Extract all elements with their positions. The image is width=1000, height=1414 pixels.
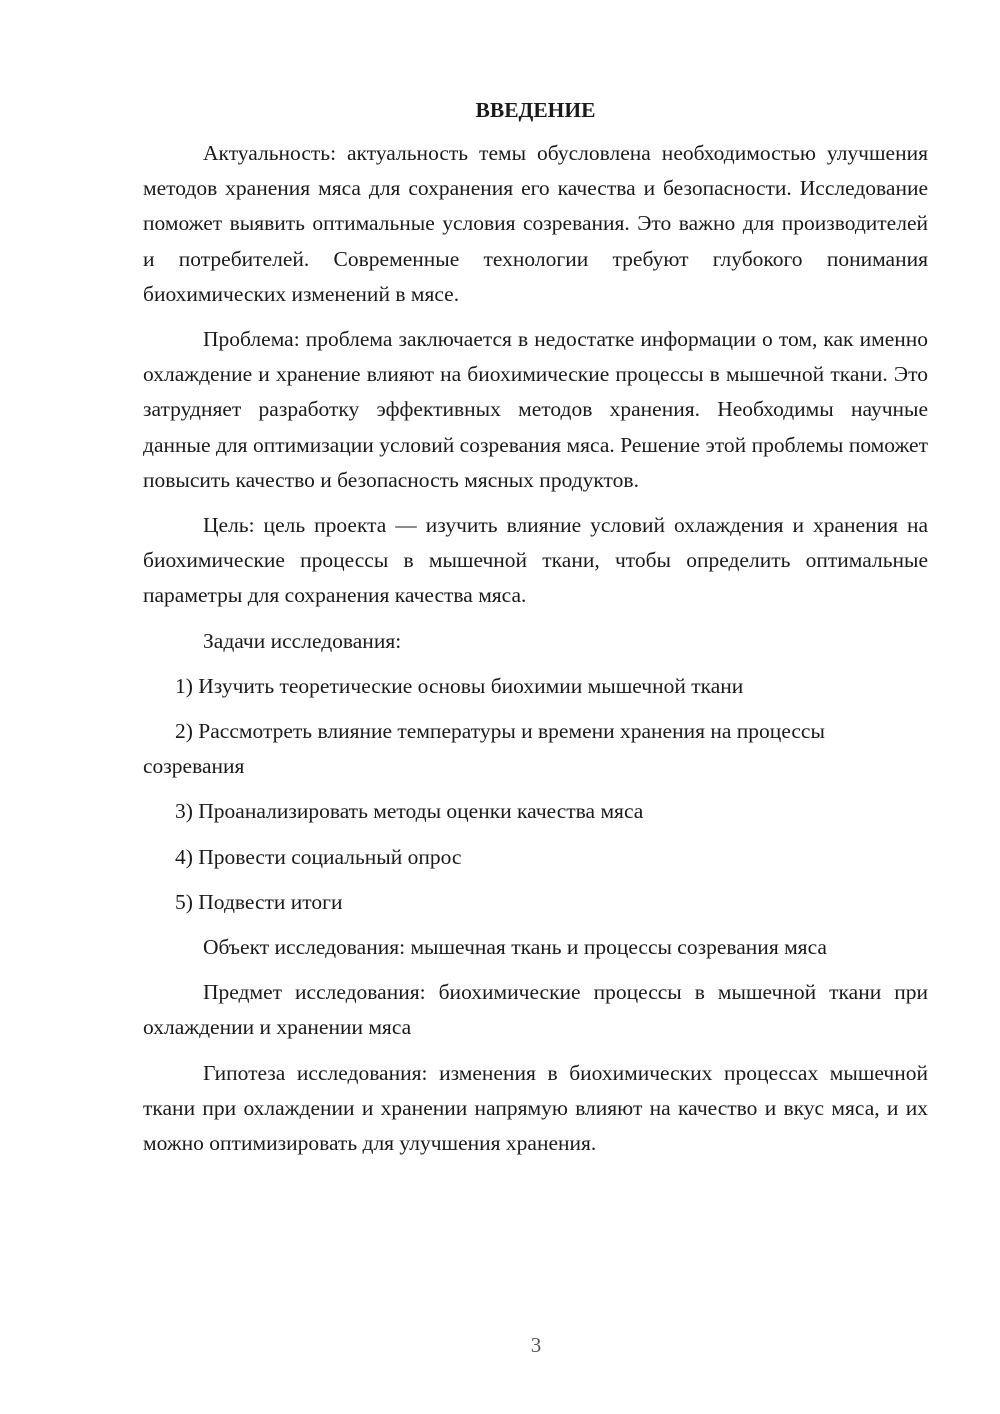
list-item: 2) Рассмотреть влияние температуры и времени хранения на процессы созревания (143, 719, 825, 779)
list-item: 3) Проанализировать методы оценки качества мяса (175, 799, 644, 824)
paragraph-hypothesis: Гипотеза исследования: изменения в биохимических процессах мышечной ткани при охлаждении и хранении напрямую влияют на качество и вкус мяса, и их можно оптимизировать для улучшения хранения. (143, 1060, 928, 1156)
tasks-heading: Задачи исследования: (203, 628, 402, 653)
paragraph-subject: Предмет исследования: биохимические процессы в мышечной ткани при охлаждении и хранении мяса (143, 980, 928, 1040)
page-number-footer (0, 1330, 1000, 1360)
paragraph-goal: Цель: цель проекта — изучить влияние условий охлаждения и хранения на биохимические процессы в мышечной ткани, чтобы определить оптимальные параметры для сохранения качества мяса. (143, 513, 928, 608)
paragraph-object: Объект исследования: мышечная ткань и процессы созревания мяса (203, 935, 827, 960)
list-item: 1) Изучить теоретические основы биохимии мышечной ткани (175, 673, 744, 698)
paragraph-problem: Проблема: проблема заключается в недостатке информации о том, как именно охлаждение и хранение влияют на биохимические процессы в мышечной ткани. Это затрудняет разработку эффективных методов хранения. Необходимы научные данные для оптимизации условий созревания мяса. Решение этой проблемы поможет повысить качество и безопасность мясных продуктов. (143, 327, 928, 492)
document-page (143, 92, 928, 1171)
list-item: 5) Подвести итоги (175, 889, 343, 914)
list-item: 4) Провести социальный опрос (175, 844, 462, 869)
page-number: 3 (530, 1333, 542, 1357)
tasks-list (143, 669, 928, 920)
paragraph-relevance: Актуальность: актуальность темы обусловлена необходимостью улучшения методов хранения мяса для сохранения его качества и безопасности. Исследование поможет выявить оптимальные условия созревания. Это важно для производителей и потребителей. Современные технологии требуют глубокого понимания биохимических изменений в мясе. (143, 141, 928, 306)
document-title: ВВЕДЕНИЕ (475, 98, 596, 122)
